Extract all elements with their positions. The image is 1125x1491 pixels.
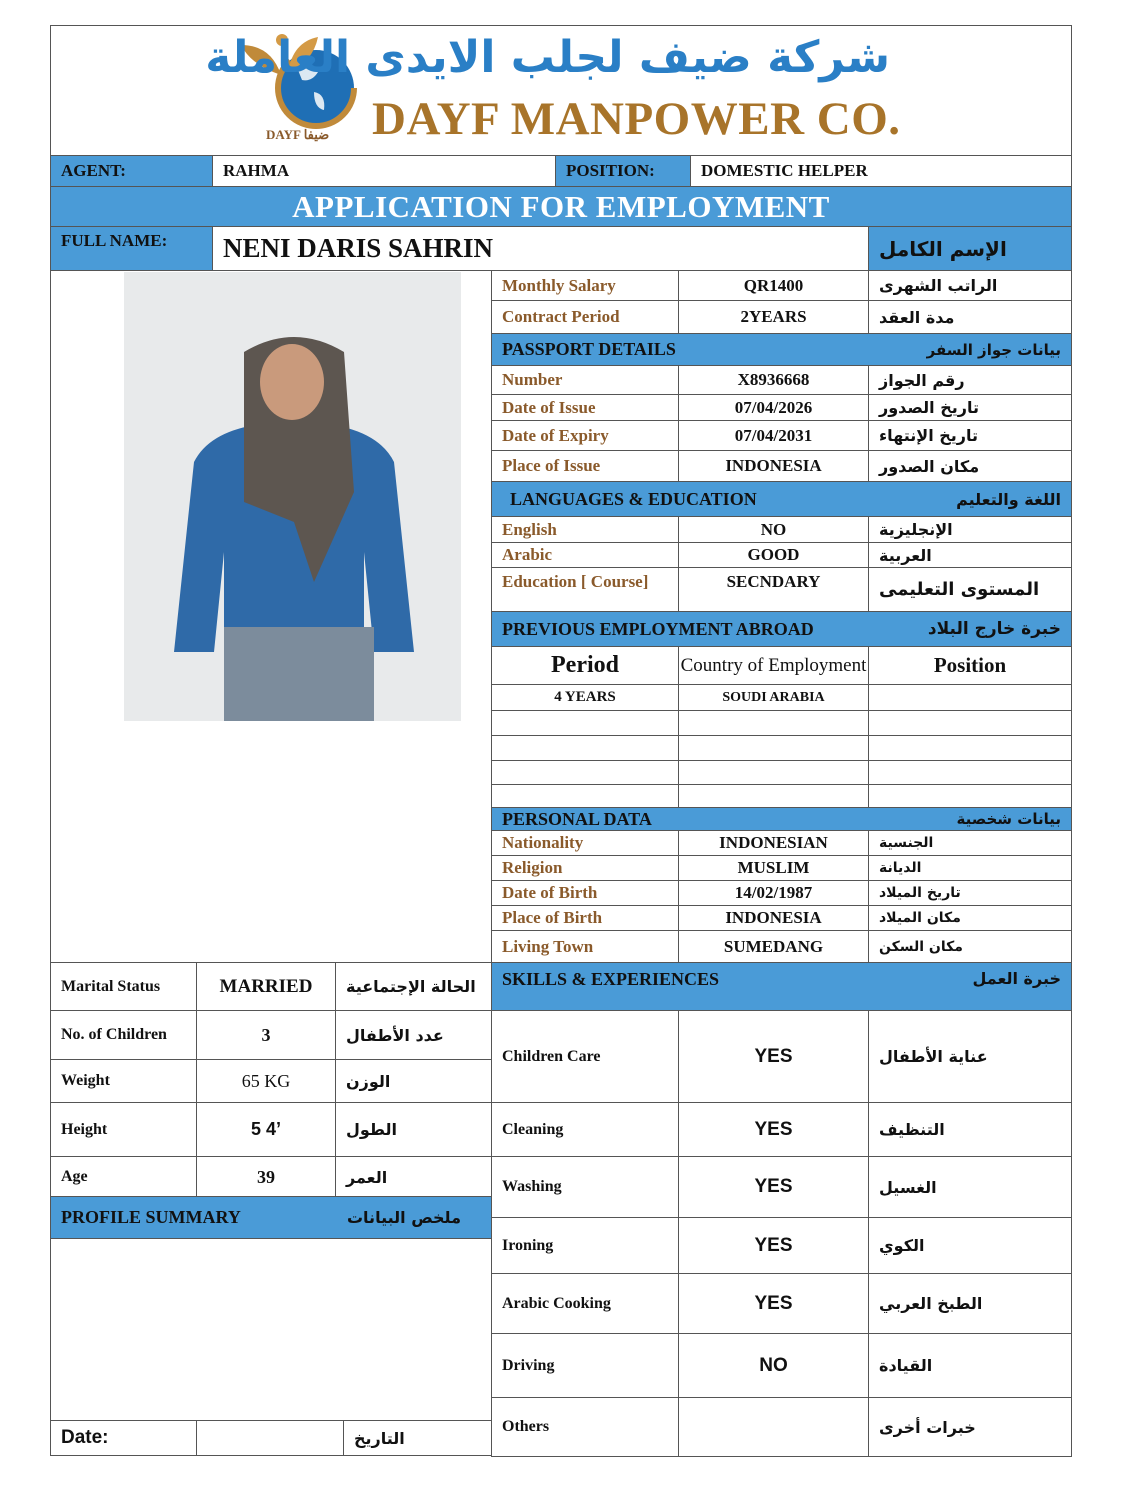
employment-section-header [491,611,1072,647]
personal-field-value: INDONESIA [678,905,869,931]
skill-value: YES [678,1010,869,1103]
passport-number-label-ar: رقم الجواز [868,365,1072,395]
personal-field-value: 14/02/1987 [678,880,869,906]
physical-field-label-ar: الحالة الإجتماعية [335,962,492,1011]
employment-position-cell [868,784,1072,809]
section-title-ar: خبرة خارج البلاد [927,619,1061,639]
personal-field-label: Date of Birth [491,880,679,906]
full-name-label-ar: الإسم الكامل [868,226,1072,271]
applicant-photo [124,272,461,721]
physical-field-value: 5 4’ [196,1102,336,1157]
physical-field-value: MARRIED [196,962,336,1011]
education-label: Education [ Course] [491,567,679,612]
employment-position-cell [868,684,1072,711]
full-name-label: FULL NAME: [50,226,213,271]
languages-section-header [491,481,1072,517]
contract-period-value: 2YEARS [678,300,869,334]
date-of-issue-value: 07/04/2026 [678,394,869,421]
physical-field-label: No. of Children [50,1010,197,1060]
personal-field-label: Place of Birth [491,905,679,931]
personal-field-label: Religion [491,855,679,881]
section-title: LANGUAGES & EDUCATION [510,488,757,509]
date-of-expiry-label: Date of Expiry [491,420,679,451]
skill-label-ar: التنظيف [868,1102,1072,1157]
arabic-label: Arabic [491,542,679,568]
employment-country-cell [678,710,869,736]
profile-summary-header [50,1196,492,1239]
arabic-value: GOOD [678,542,869,568]
employment-period-cell [491,760,679,785]
skill-value: NO [678,1333,869,1398]
physical-field-label-ar: العمر [335,1156,492,1198]
date-of-expiry-value: 07/04/2031 [678,420,869,451]
skills-section-header [491,962,1072,1011]
column-header-country: Country of Employment [678,646,869,685]
skill-value: YES [678,1217,869,1274]
personal-section-header [491,807,1072,831]
passport-number-label: Number [491,365,679,395]
date-label: Date: [50,1420,197,1456]
english-label-ar: الإنجليزية [868,516,1072,543]
profile-summary-body [50,1238,492,1421]
section-title-ar: ملخص البيانات [346,1208,461,1227]
skill-label: Cleaning [491,1102,679,1157]
section-title-ar: بيانات شخصية [956,810,1061,828]
physical-field-value: 3 [196,1010,336,1060]
skill-value: YES [678,1156,869,1218]
personal-field-label: Living Town [491,930,679,964]
agent-value: RAHMA [212,155,556,187]
date-value [196,1420,344,1456]
skill-label: Arabic Cooking [491,1273,679,1334]
skill-label-ar: خبرات أخرى [868,1397,1072,1457]
employment-period-cell: 4 YEARS [491,684,679,711]
physical-field-value: 65 KG [196,1059,336,1103]
monthly-salary-value: QR1400 [678,270,869,301]
employment-period-cell [491,735,679,761]
skill-label-ar: الغسيل [868,1156,1072,1218]
employment-position-cell [868,735,1072,761]
personal-field-value: SUMEDANG [678,930,869,964]
place-of-issue-label: Place of Issue [491,450,679,482]
skill-label: Washing [491,1156,679,1218]
physical-field-value: 39 [196,1156,336,1198]
section-title-ar: خبرة العمل [972,969,1061,988]
position-value: DOMESTIC HELPER [690,155,1072,187]
skill-label-ar: القيادة [868,1333,1072,1398]
personal-field-label-ar: مكان الميلاد [868,905,1072,931]
section-title: SKILLS & EXPERIENCES [502,969,720,989]
section-title: PREVIOUS EMPLOYMENT ABROAD [502,618,814,639]
physical-field-label: Marital Status [50,962,197,1011]
physical-field-label-ar: الوزن [335,1059,492,1103]
education-label-ar: المستوى التعليمى [868,567,1072,612]
physical-field-label: Age [50,1156,197,1198]
date-of-issue-label: Date of Issue [491,394,679,421]
skill-label-ar: عناية الأطفال [868,1010,1072,1103]
monthly-salary-label-ar: الراتب الشهرى [868,270,1072,301]
monthly-salary-label: Monthly Salary [491,270,679,301]
personal-field-label-ar: الديانة [868,855,1072,881]
personal-field-label-ar: الجنسية [868,830,1072,856]
passport-section-header [491,333,1072,366]
skill-value [678,1397,869,1457]
section-title: PASSPORT DETAILS [502,339,676,359]
skill-label: Ironing [491,1217,679,1274]
date-of-issue-label-ar: تاريخ الصدور [868,394,1072,421]
personal-field-label-ar: تاريخ الميلاد [868,880,1072,906]
date-label-ar: التاريخ [343,1420,492,1456]
employment-country-cell [678,760,869,785]
employment-country-cell [678,735,869,761]
place-of-issue-label-ar: مكان الصدور [868,450,1072,482]
section-title-ar: بيانات جواز السفر [926,340,1061,359]
logo-text: DAYF ضيفا [266,127,330,142]
column-header-period: Period [491,646,679,685]
place-of-issue-value: INDONESIA [678,450,869,482]
contract-period-label: Contract Period [491,300,679,334]
physical-field-label-ar: عدد الأطفال [335,1010,492,1060]
full-name-value: NENI DARIS SAHRIN [212,226,869,271]
employment-position-cell [868,760,1072,785]
company-name-english: DAYF MANPOWER CO. [372,93,901,145]
physical-field-label: Height [50,1102,197,1157]
skill-label-ar: الطبخ العربي [868,1273,1072,1334]
skill-label: Children Care [491,1010,679,1103]
position-label: POSITION: [555,155,691,187]
employment-country-cell [678,784,869,809]
section-title: PERSONAL DATA [502,808,652,829]
personal-field-value: MUSLIM [678,855,869,881]
physical-field-label-ar: الطول [335,1102,492,1157]
employment-country-cell: SOUDI ARABIA [678,684,869,711]
skill-value: YES [678,1102,869,1157]
section-title: PROFILE SUMMARY [61,1207,241,1227]
physical-field-label: Weight [50,1059,197,1103]
company-name-arabic: شركة ضيف لجلب الايدى العاملة [205,32,890,83]
skill-label-ar: الكوي [868,1217,1072,1274]
arabic-label-ar: العربية [868,542,1072,568]
education-value: SECNDARY [678,567,869,612]
form-title: APPLICATION FOR EMPLOYMENT [50,186,1072,227]
column-header-position: Position [868,646,1072,685]
section-title-ar: اللغة والتعليم [956,489,1061,509]
date-of-expiry-label-ar: تاريخ الإنتهاء [868,420,1072,451]
employment-period-cell [491,710,679,736]
english-value: NO [678,516,869,543]
employment-position-cell [868,710,1072,736]
contract-period-label-ar: مدة العقد [868,300,1072,334]
personal-field-label: Nationality [491,830,679,856]
passport-number-value: X8936668 [678,365,869,395]
skill-label: Driving [491,1333,679,1398]
employment-period-cell [491,784,679,809]
agent-label: AGENT: [50,155,213,187]
english-label: English [491,516,679,543]
skill-value: YES [678,1273,869,1334]
personal-field-label-ar: مكان السكن [868,930,1072,964]
skill-label: Others [491,1397,679,1457]
personal-field-value: INDONESIAN [678,830,869,856]
